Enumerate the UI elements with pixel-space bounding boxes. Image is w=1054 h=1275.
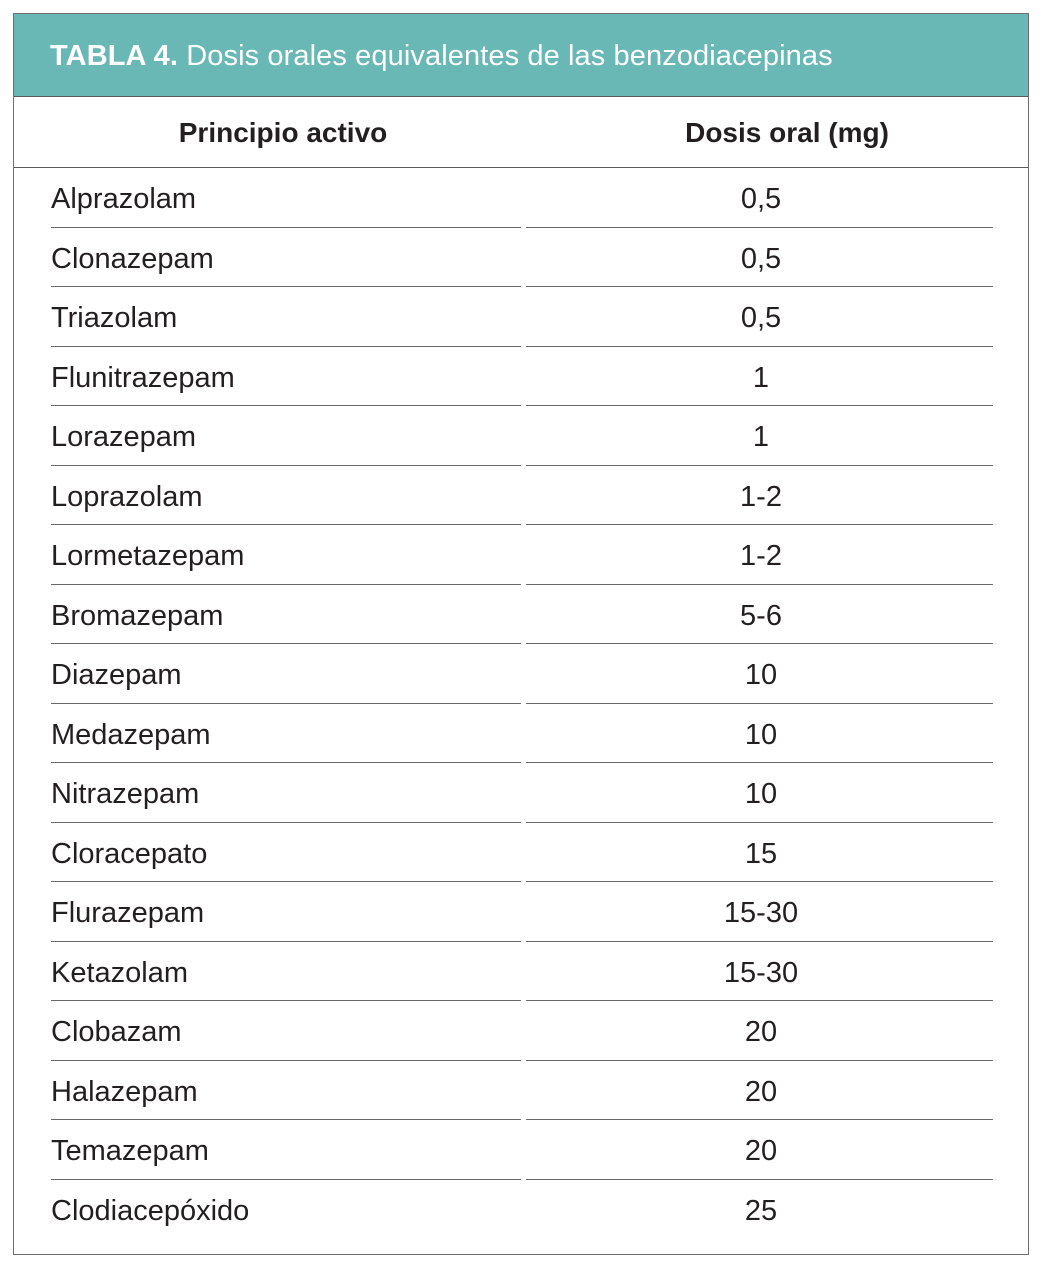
table-row: [14, 168, 1028, 228]
table-row: [14, 882, 1028, 942]
drug-name-cell: Flunitrazepam: [51, 361, 235, 394]
oral-dose-cell: 0,5: [740, 183, 782, 215]
table-row: [14, 1180, 1028, 1240]
oral-dose-cell: 1-2: [740, 480, 782, 513]
column-header-active-ingredient: Principio activo: [178, 117, 388, 148]
table-header-row: [14, 97, 1028, 168]
table-title-text: Dosis orales equivalentes de las benzodiacepinas: [186, 40, 833, 72]
oral-dose-cell: 20: [744, 1016, 778, 1048]
table-row: [14, 525, 1028, 585]
oral-dose-cell: 1-2: [740, 540, 782, 572]
oral-dose-cell: 25: [744, 1194, 778, 1227]
table-row: [14, 1120, 1028, 1180]
oral-dose-cell: 0,5: [740, 302, 782, 334]
drug-name-cell: Lorazepam: [51, 421, 197, 453]
oral-dose-cell: 15-30: [723, 956, 799, 989]
table-title: [50, 38, 833, 74]
oral-dose-cell: 1: [752, 361, 770, 394]
table-row: [14, 228, 1028, 288]
table-body: [14, 168, 1028, 1239]
oral-dose-cell: 20: [744, 1075, 778, 1108]
table-frame: [13, 13, 1029, 1255]
oral-dose-cell: 0,5: [740, 242, 782, 275]
oral-dose-cell: 15: [744, 837, 778, 870]
drug-name-cell: Diazepam: [51, 659, 182, 691]
oral-dose-cell: 10: [744, 778, 778, 810]
table-row: [14, 347, 1028, 407]
drug-name-cell: Clonazepam: [51, 242, 214, 275]
table-row: [14, 1001, 1028, 1061]
table-row: [14, 644, 1028, 704]
drug-name-cell: Nitrazepam: [51, 778, 200, 810]
drug-name-cell: Bromazepam: [51, 599, 224, 632]
table-row: [14, 704, 1028, 764]
drug-name-cell: Loprazolam: [51, 480, 203, 513]
drug-name-cell: Temazepam: [51, 1135, 209, 1167]
oral-dose-cell: 15-30: [723, 897, 799, 929]
column-header-oral-dose: Dosis oral (mg): [685, 117, 889, 148]
oral-dose-cell: 20: [744, 1135, 778, 1167]
table-row: [14, 287, 1028, 347]
table-row: [14, 823, 1028, 883]
drug-name-cell: Lormetazepam: [51, 540, 245, 572]
drug-name-cell: Cloracepato: [51, 837, 208, 870]
table-row: [14, 585, 1028, 645]
table-row: [14, 406, 1028, 466]
drug-name-cell: Ketazolam: [51, 956, 189, 989]
drug-name-cell: Flurazepam: [51, 897, 205, 929]
drug-name-cell: Triazolam: [51, 302, 178, 334]
drug-name-cell: Clodiacepóxido: [51, 1194, 250, 1227]
oral-dose-cell: 10: [744, 718, 778, 751]
table-number-label: TABLA 4.: [50, 40, 179, 72]
drug-name-cell: Alprazolam: [51, 183, 197, 215]
table-row: [14, 466, 1028, 526]
table-row: [14, 1061, 1028, 1121]
table-title-bar: [14, 14, 1028, 97]
oral-dose-cell: 1: [752, 421, 770, 453]
drug-name-cell: Halazepam: [51, 1075, 198, 1108]
oral-dose-cell: 10: [744, 659, 778, 691]
table-row: [14, 763, 1028, 823]
table-row: [14, 942, 1028, 1002]
drug-name-cell: Clobazam: [51, 1016, 182, 1048]
drug-name-cell: Medazepam: [51, 718, 211, 751]
oral-dose-cell: 5-6: [740, 599, 782, 632]
